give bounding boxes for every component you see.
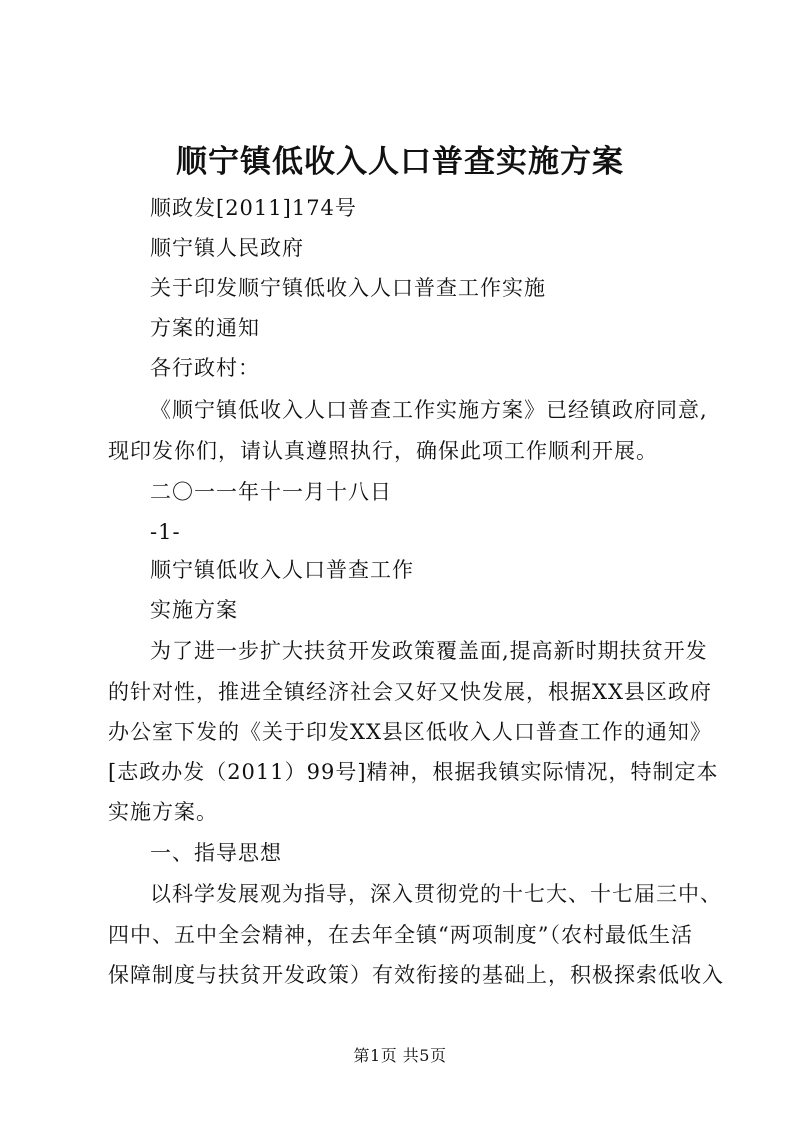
paragraph-2-line-5: 实施方案。 [108,800,218,824]
paragraph-2-line-4: [志政办发（2011）99号]精神，根据我镇实际情况，特制定本 [108,760,719,784]
document-date: 二〇一一年十一月十八日 [150,480,392,504]
section-1-heading: 一、指导思想 [150,841,282,865]
plan-title-line-2: 实施方案 [150,598,238,622]
notice-title-line-2: 方案的通知 [150,316,260,340]
paragraph-2-line-1: 为了进一步扩大扶贫开发政策覆盖面,提高新时期扶贫开发 [150,639,708,663]
notice-title-line-1: 关于印发顺宁镇低收入人口普查工作实施 [150,276,546,300]
salutation: 各行政村： [150,356,260,380]
paragraph-2-line-3: 办公室下发的《关于印发XX县区低收入人口普查工作的通知》 [108,720,712,744]
issuer-name: 顺宁镇人民政府 [150,236,304,260]
paragraph-1-line-1: 《顺宁镇低收入人口普查工作实施方案》已经镇政府同意, [150,398,708,422]
page-footer: 第1页 共5页 [353,1046,447,1065]
document-title: 顺宁镇低收入人口普查实施方案 [176,144,624,180]
paragraph-3-line-3: 保障制度与扶贫开发政策）有效衔接的基础上，积极探索低收入 [108,963,724,987]
document-number: 顺政发[2011]174号 [150,196,357,220]
page-marker: -1- [150,520,181,544]
paragraph-2-line-2: 的针对性，推进全镇经济社会又好又快发展，根据XX县区政府 [108,680,712,704]
paragraph-1-line-2: 现印发你们，请认真遵照执行，确保此项工作顺利开展。 [108,439,658,463]
paragraph-3-line-2: 四中、五中全会精神，在去年全镇“两项制度”（农村最低生活 [108,923,693,947]
paragraph-3-line-1: 以科学发展观为指导，深入贯彻党的十七大、十七届三中、 [150,882,722,906]
plan-title-line-1: 顺宁镇低收入人口普查工作 [150,558,414,582]
